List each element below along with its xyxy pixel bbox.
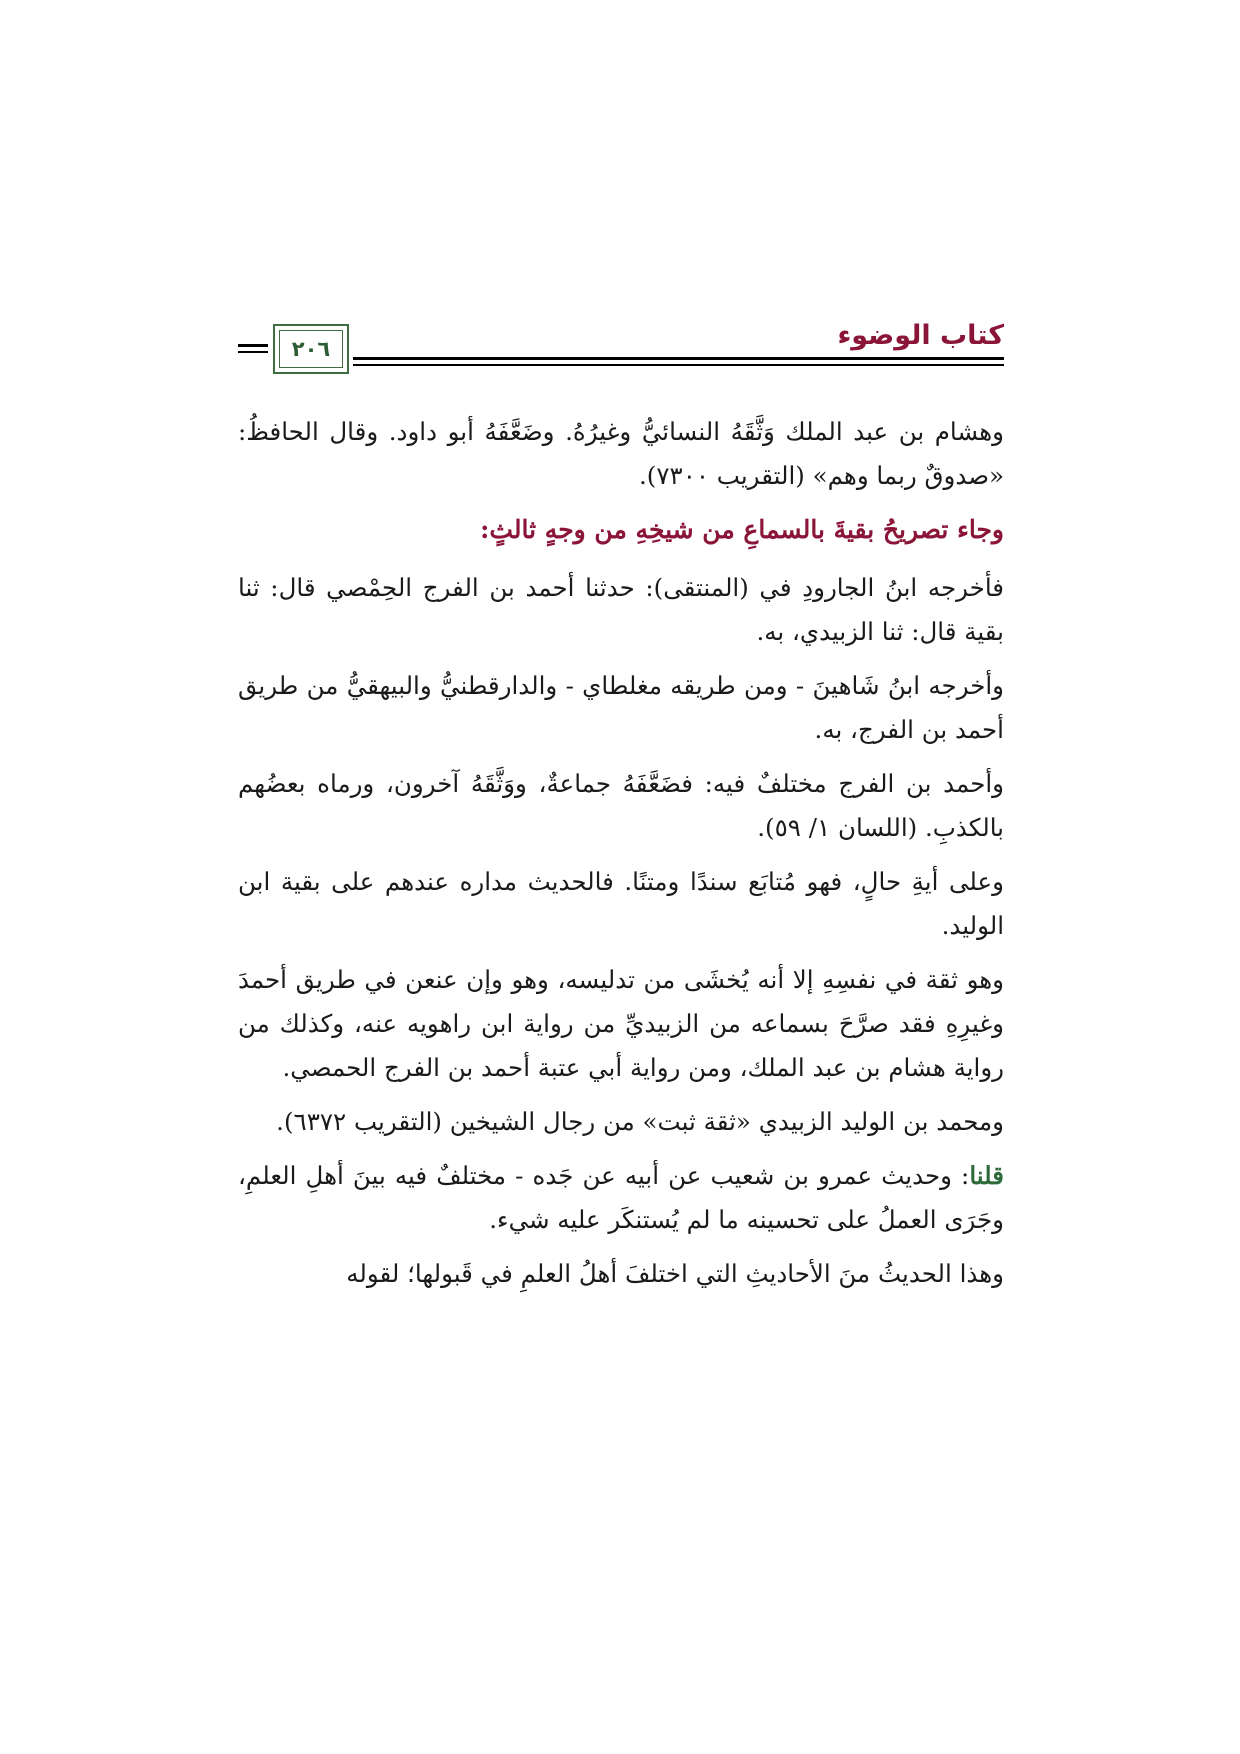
paragraph-3: وأخرجه ابنُ شَاهينَ - ومن طريقه مغلطاي - والدارقطنيُّ والبيهقيُّ من طريق أحمد بن الفرج، به. <box>238 671 1004 744</box>
paragraph-7: ومحمد بن الوليد الزبيدي «ثقة ثبت» من رجال الشيخين (التقريب ٦٣٧٢). <box>276 1107 1004 1136</box>
page-header <box>238 318 1004 388</box>
paragraph-9: وهذا الحديثُ منَ الأحاديثِ التي اختلفَ أهلُ العلمِ في قَبولها؛ لقوله <box>346 1259 1004 1288</box>
page-number-frame <box>273 324 349 374</box>
page-body <box>238 410 1004 1306</box>
header-rule-top <box>353 357 1004 360</box>
header-rule-left-bottom <box>238 351 268 353</box>
paragraph-8-text: : وحديث عمرو بن شعيب عن أبيه عن جَده - مختلفٌ فيه بينَ أهلِ العلمِ، وجَرَى العملُ على تحسينه ما لم يُستنكَر عليه شيء. <box>238 1161 1004 1234</box>
paragraph-1: وهشام بن عبد الملك وَثَّقَهُ النسائيُّ وغيرُهُ. وضَعَّفَهُ أبو داود. وقال الحافظُ: «صدوقٌ ربما وهم» (التقريب ٧٣٠٠). <box>238 417 1004 490</box>
paragraph-5: وعلى أيةِ حالٍ، فهو مُتابَع سندًا ومتنًا. فالحديث مداره عندهم على بقية ابن الوليد. <box>238 867 1004 940</box>
header-rule-bottom <box>353 364 1004 366</box>
paragraph-2: فأخرجه ابنُ الجارودِ في (المنتقى): حدثنا أحمد بن الفرج الحِمْصي قال: ثنا بقية قال: ثنا الزبيدي، به. <box>238 573 1004 646</box>
paragraph-8 <box>238 1154 1004 1242</box>
page-number: ٢٠٦ <box>291 337 331 361</box>
book-title: كتاب الوضوء <box>837 320 1004 351</box>
section-heading: وجاء تصريحُ بقيةَ بالسماعِ من شيخِهِ من وجهٍ ثالثٍ: <box>480 515 1004 544</box>
paragraph-4: وأحمد بن الفرج مختلفٌ فيه: فضَعَّفَهُ جماعةٌ، ووَثَّقَهُ آخرون، ورماه بعضُهم بالكذبِ. (اللسان ١/ ٥٩). <box>238 769 1004 842</box>
header-rule-left-top <box>238 344 268 347</box>
paragraph-6: وهو ثقة في نفسِهِ إلا أنه يُخشَى من تدليسه، وهو وإن عنعن في طريق أحمدَ وغيرِهِ فقد صرَّحَ بسماعه من الزبيديِّ من رواية ابن راهويه عنه، وكذلك من رواية هشام بن عبد الملك، ومن رواية أبي عتبة أحمد بن الفرج الحمصي. <box>238 965 1004 1082</box>
qulna-label: قلنا <box>969 1161 1004 1190</box>
